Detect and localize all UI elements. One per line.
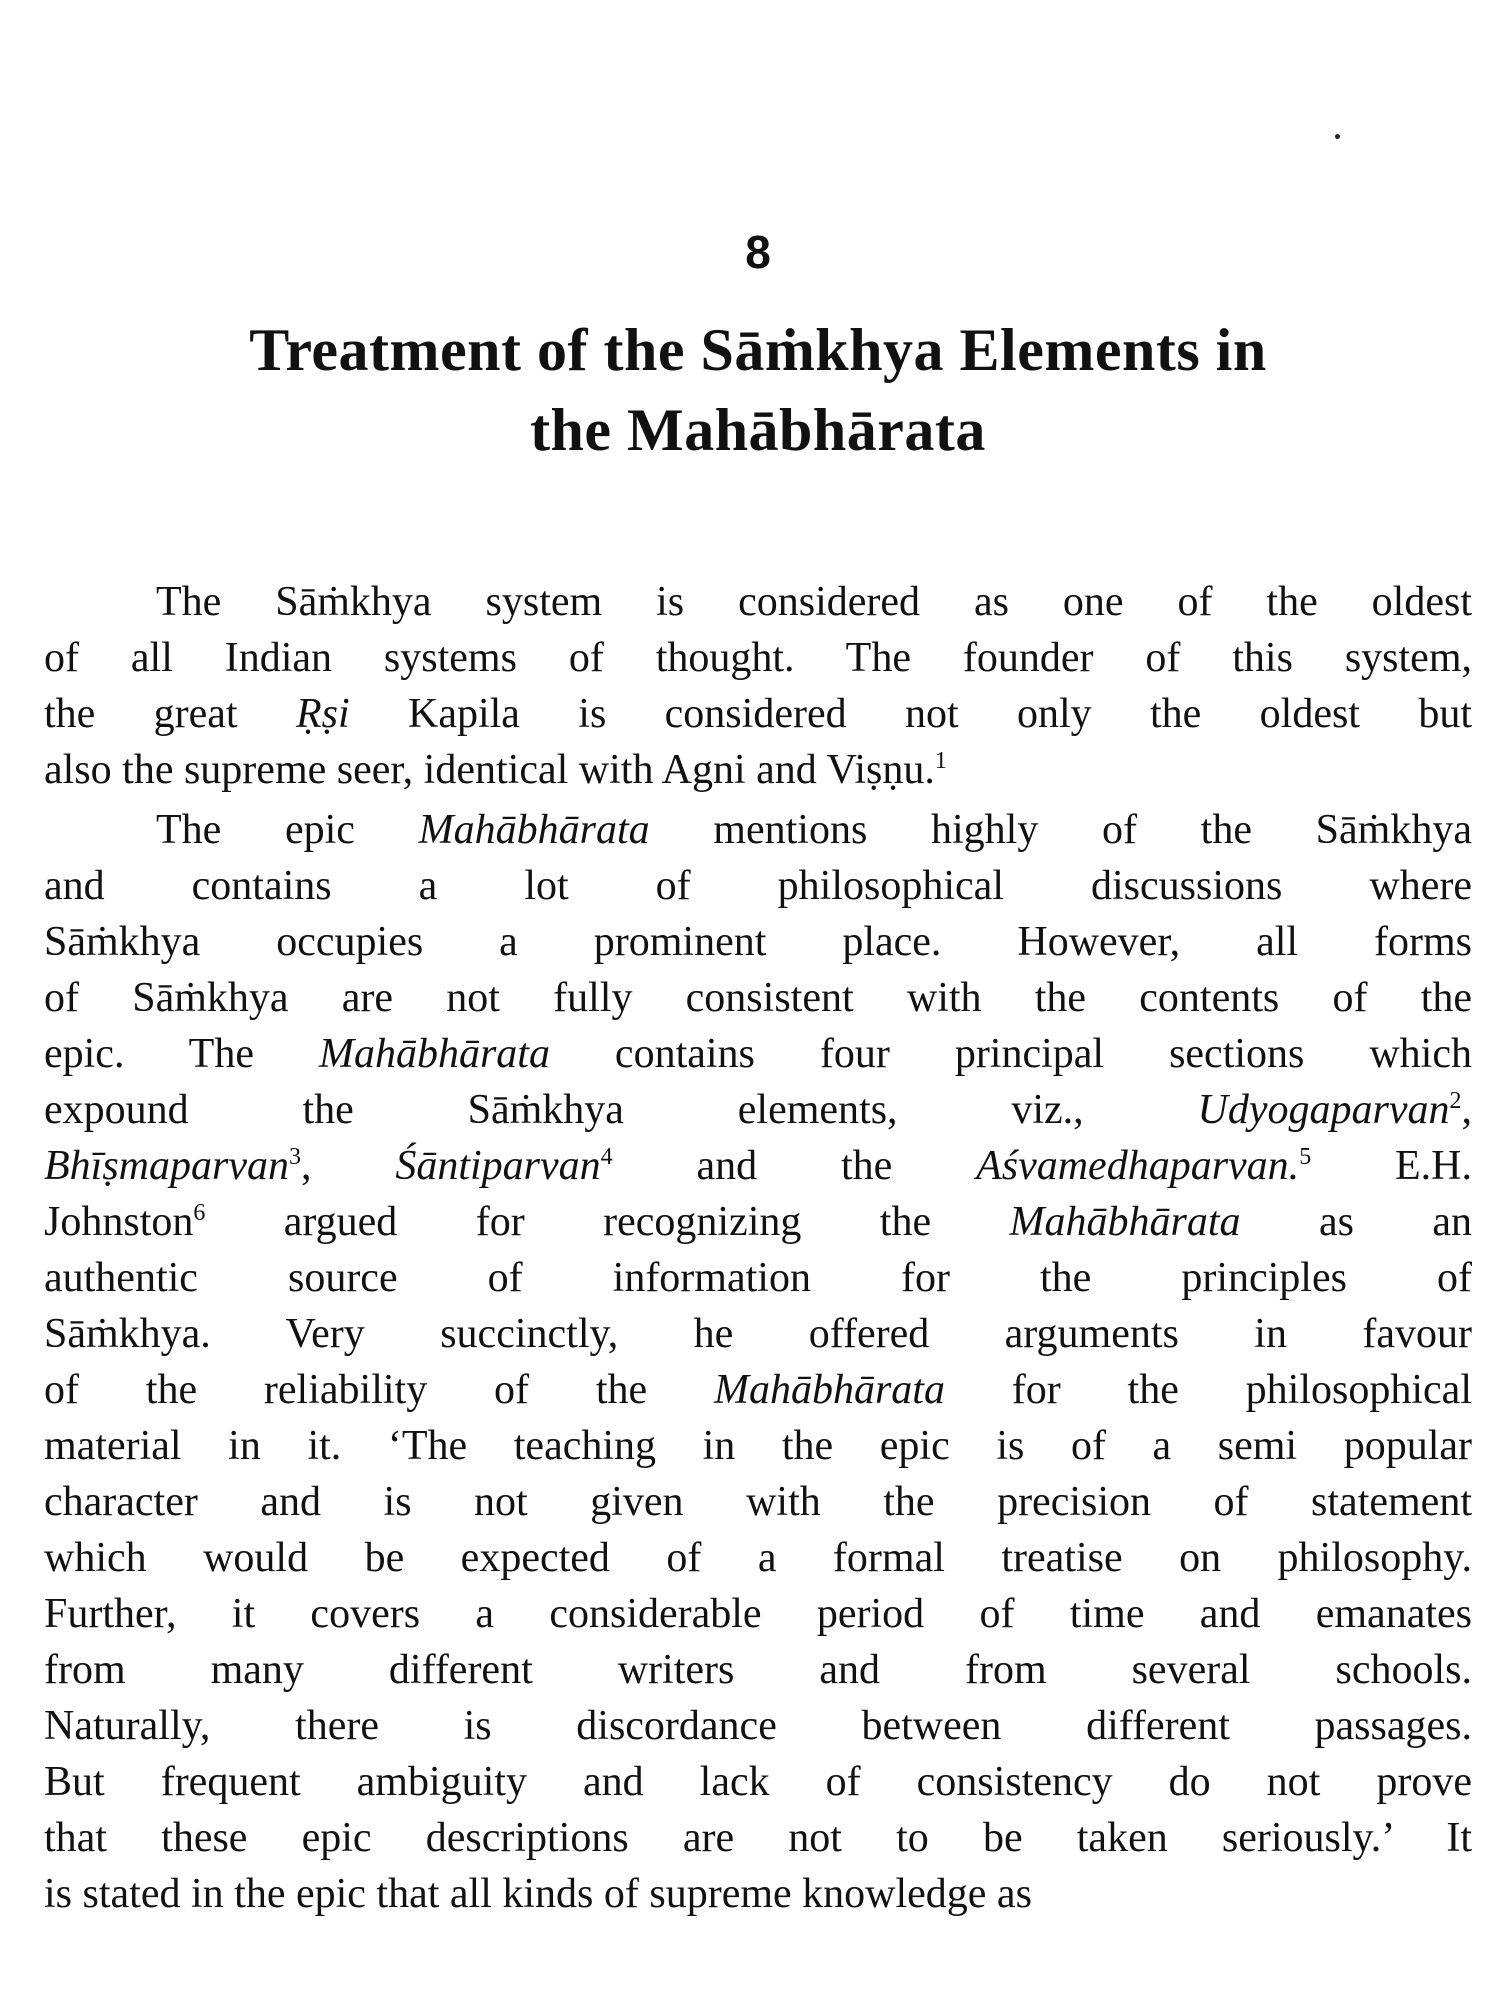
print-speck [1335,134,1340,139]
footnote-ref: 6 [193,1200,206,1226]
italic-term: Śāntiparvan [395,1143,601,1189]
text-line: Naturally, there is discordance between different passages. [44,1703,1472,1749]
paragraph [44,802,1472,1922]
text-line: which would be expected of a formal treatise on philosophy. [44,1535,1472,1581]
text-line: authentic source of information for the principles of [44,1255,1472,1301]
italic-term: Mahābhārata [713,1367,945,1413]
text-line: The epic Mahābhārata mentions highly of the Sāṁkhya [156,807,1472,853]
text-line: epic. The Mahābhārata contains four principal sections which [44,1031,1472,1077]
text-line: of all Indian systems of thought. The founder of this system, [44,635,1472,681]
chapter-title [44,310,1472,470]
text-line: Sāṁkhya occupies a prominent place. However, all forms [44,919,1472,965]
chapter-title-line-1: Treatment of the Sāṁkhya Elements in [249,317,1267,383]
text-line: Johnston$^6$ argued for recognizing the Mahābhārata as an [44,1199,1472,1245]
italic-term: Mahābhārata [318,1031,550,1077]
footnote-ref: 3 [289,1144,301,1170]
italic-term: Udyogaparvan [1197,1087,1450,1133]
chapter-number: 8 [745,226,771,278]
paragraph [44,574,1472,798]
italic-term: Ṛṣi [295,691,350,737]
footnote-ref: 4 [600,1144,613,1170]
text-line: character and is not given with the precision of statement [44,1479,1472,1525]
footnote-ref: 2 [1449,1088,1462,1114]
italic-term: Bhīṣmaparvan [44,1143,289,1189]
text-line: is stated in the epic that all kinds of supreme knowledge as [44,1871,1032,1917]
text-line: Further, it covers a considerable period of time and emanates [44,1591,1472,1637]
book-page [44,0,1472,2000]
footnote-ref: 5 [1299,1144,1312,1170]
text-line: Sāṁkhya. Very succinctly, he offered arguments in favour [44,1311,1472,1357]
text-line: Bhīṣmaparvan$^3$, Śāntiparvan$^4$ and the Aśvamedhaparvan.$^5$ E.H. [44,1143,1472,1189]
chapter-title-line-2: the Mahābhārata [530,397,986,463]
text-line: the great Ṛṣi Kapila is considered not only the oldest but [44,691,1472,737]
italic-term: Mahābhārata [1009,1199,1241,1245]
text-line: material in it. ‘The teaching in the epic is of a semi popular [44,1423,1472,1469]
text-line: also the supreme seer, identical with Agni and Viṣṇu.$^1$ [44,747,947,793]
text-line: expound the Sāṁkhya elements, viz., Udyogaparvan$^2$, [44,1087,1472,1133]
text-line: But frequent ambiguity and lack of consistency do not prove [44,1759,1472,1805]
italic-term: Aśvamedhaparvan. [976,1143,1300,1189]
text-line: of Sāṁkhya are not fully consistent with the contents of the [44,975,1472,1021]
text-line: of the reliability of the Mahābhārata for the philosophical [44,1367,1472,1413]
text-line: from many different writers and from several schools. [44,1647,1472,1693]
text-line: that these epic descriptions are not to be taken seriously.’ It [44,1815,1472,1861]
italic-term: Mahābhārata [418,807,650,853]
text-line: The Sāṁkhya system is considered as one of the oldest [156,579,1472,625]
body-text [44,574,1472,1926]
text-line: and contains a lot of philosophical discussions where [44,863,1472,909]
footnote-ref: 1 [934,748,947,774]
